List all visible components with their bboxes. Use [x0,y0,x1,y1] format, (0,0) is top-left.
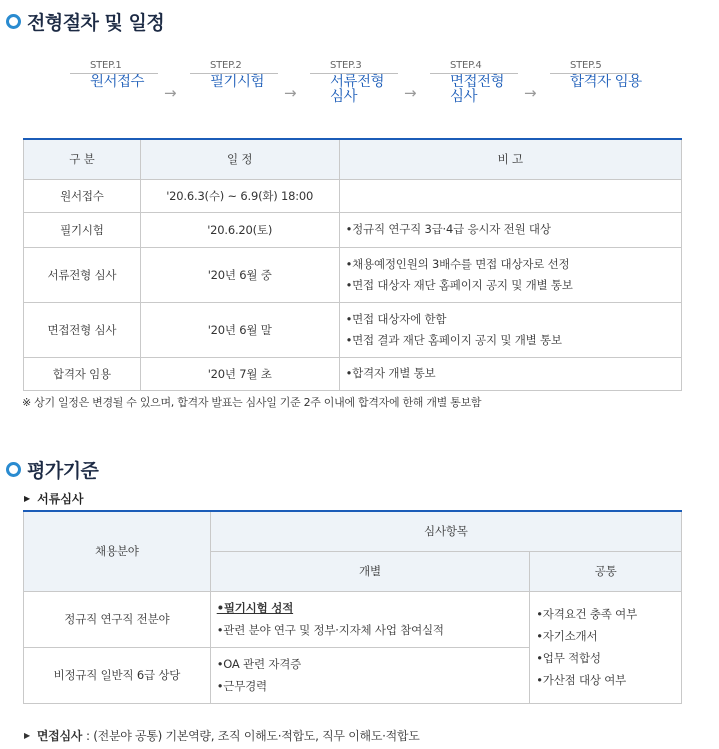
step-label: STEP.1 [90,60,122,71]
row-notes [339,302,681,357]
note-line: •채용예정인원의 3배수를 면접 대상자로 선정 [345,256,570,271]
note-line: •근무경력 [216,679,267,693]
circle-bullet-icon [6,462,21,477]
row-field: 비정규직 일반직 6급 상당 [24,647,211,703]
interview-label: 면접심사 [36,729,83,743]
row-notes [339,247,681,302]
step-1 [90,60,144,90]
step-label: STEP.4 [450,60,482,71]
row-date: '20년 6월 중 [140,247,339,302]
table-row [24,302,682,357]
step-3 [330,60,384,105]
header-field: 채용분야 [24,511,211,591]
section-title-text: 평가기준 [27,460,99,482]
circle-bullet-icon [6,14,21,29]
step-name: 원서접수 [90,74,145,90]
note-line: •업무 적합성 [536,651,601,665]
row-notes [339,212,681,247]
header-schedule: 일 정 [140,139,339,179]
header-category: 구 분 [24,139,141,179]
row-name: 필기시험 [24,212,141,247]
step-5 [570,60,642,90]
row-name: 원서접수 [24,179,141,212]
header-common: 공통 [530,551,682,591]
note-line: •합격자 개별 통보 [345,366,436,380]
table-row [24,247,682,302]
row-notes [339,179,681,212]
note-line: •가산점 대상 여부 [536,673,627,687]
note-line: •자기소개서 [536,629,598,643]
section-title-schedule [6,8,164,35]
section-title-criteria [6,456,98,483]
row-name: 합격자 임용 [24,357,141,390]
row-common [530,591,682,703]
arrow-right-icon: → [164,84,177,102]
step-divider [70,73,158,74]
table-row [24,591,682,647]
row-name: 서류전형 심사 [24,247,141,302]
table-row [24,179,682,212]
interview-text: : (전분야 공통) 기본역량, 조직 이해도·적합도, 직무 이해도·적합도 [86,729,420,743]
interview-review [24,727,420,744]
triangle-bullet-icon: ▶ [24,494,31,503]
step-divider [550,73,638,74]
note-line: •필기시험 성적 [216,601,294,615]
row-date: '20.6.20(토) [140,212,339,247]
row-notes [339,357,681,390]
step-4 [450,60,504,105]
row-date: '20년 6월 말 [140,302,339,357]
step-name: 필기시험 [210,74,265,90]
row-name: 면접전형 심사 [24,302,141,357]
note-line: •관련 분야 연구 및 정부·지자체 사업 참여실적 [216,623,444,637]
arrow-right-icon: → [524,84,537,102]
step-divider [310,73,398,74]
step-name-line2: 심사 [450,89,478,105]
note-line: •면접 결과 재단 홈페이지 공지 및 개별 통보 [345,332,562,347]
schedule-footnote: ※ 상기 일정은 변경될 수 있으며, 합격자 발표는 심사일 기준 2주 이내에 합격자에 한해 개별 통보함 [22,396,482,409]
note-line: •정규직 연구직 3급·4급 응시자 전원 대상 [345,222,551,236]
arrow-right-icon: → [404,84,417,102]
table-row [24,212,682,247]
step-label: STEP.5 [570,60,602,71]
header-remarks: 비 고 [339,139,681,179]
row-individual [210,591,530,647]
header-items: 심사항목 [210,511,681,551]
step-name-line2: 심사 [330,89,358,105]
note-line: •면접 대상자 재단 홈페이지 공지 및 개별 통보 [345,277,573,292]
step-divider [430,73,518,74]
step-name: 면접전형 [450,74,505,90]
criteria-table [23,510,682,704]
triangle-bullet-icon: ▶ [24,731,30,740]
note-line: •OA 관련 자격증 [216,657,302,671]
table-row [24,357,682,390]
step-label: STEP.2 [210,60,242,71]
row-field: 정규직 연구직 전분야 [24,591,211,647]
table-header-row [24,511,682,551]
step-name: 합격자 임용 [570,74,642,90]
note-line: •자격요건 충족 여부 [536,607,637,621]
row-date: '20.6.3(수) ~ 6.9(화) 18:00 [140,179,339,212]
row-individual [210,647,530,703]
step-divider [190,73,278,74]
header-individual: 개별 [210,551,530,591]
schedule-table [23,138,682,391]
subtitle-text: 서류심사 [37,492,84,506]
arrow-right-icon: → [284,84,297,102]
process-steps [70,60,670,122]
note-line: •면접 대상자에 한함 [345,311,447,326]
row-date: '20년 7월 초 [140,357,339,390]
step-label: STEP.3 [330,60,362,71]
step-2 [210,60,264,90]
table-header-row [24,139,682,179]
section-title-text: 전형절차 및 일정 [27,12,165,34]
document-review-title [24,490,84,507]
step-name: 서류전형 [330,74,385,90]
